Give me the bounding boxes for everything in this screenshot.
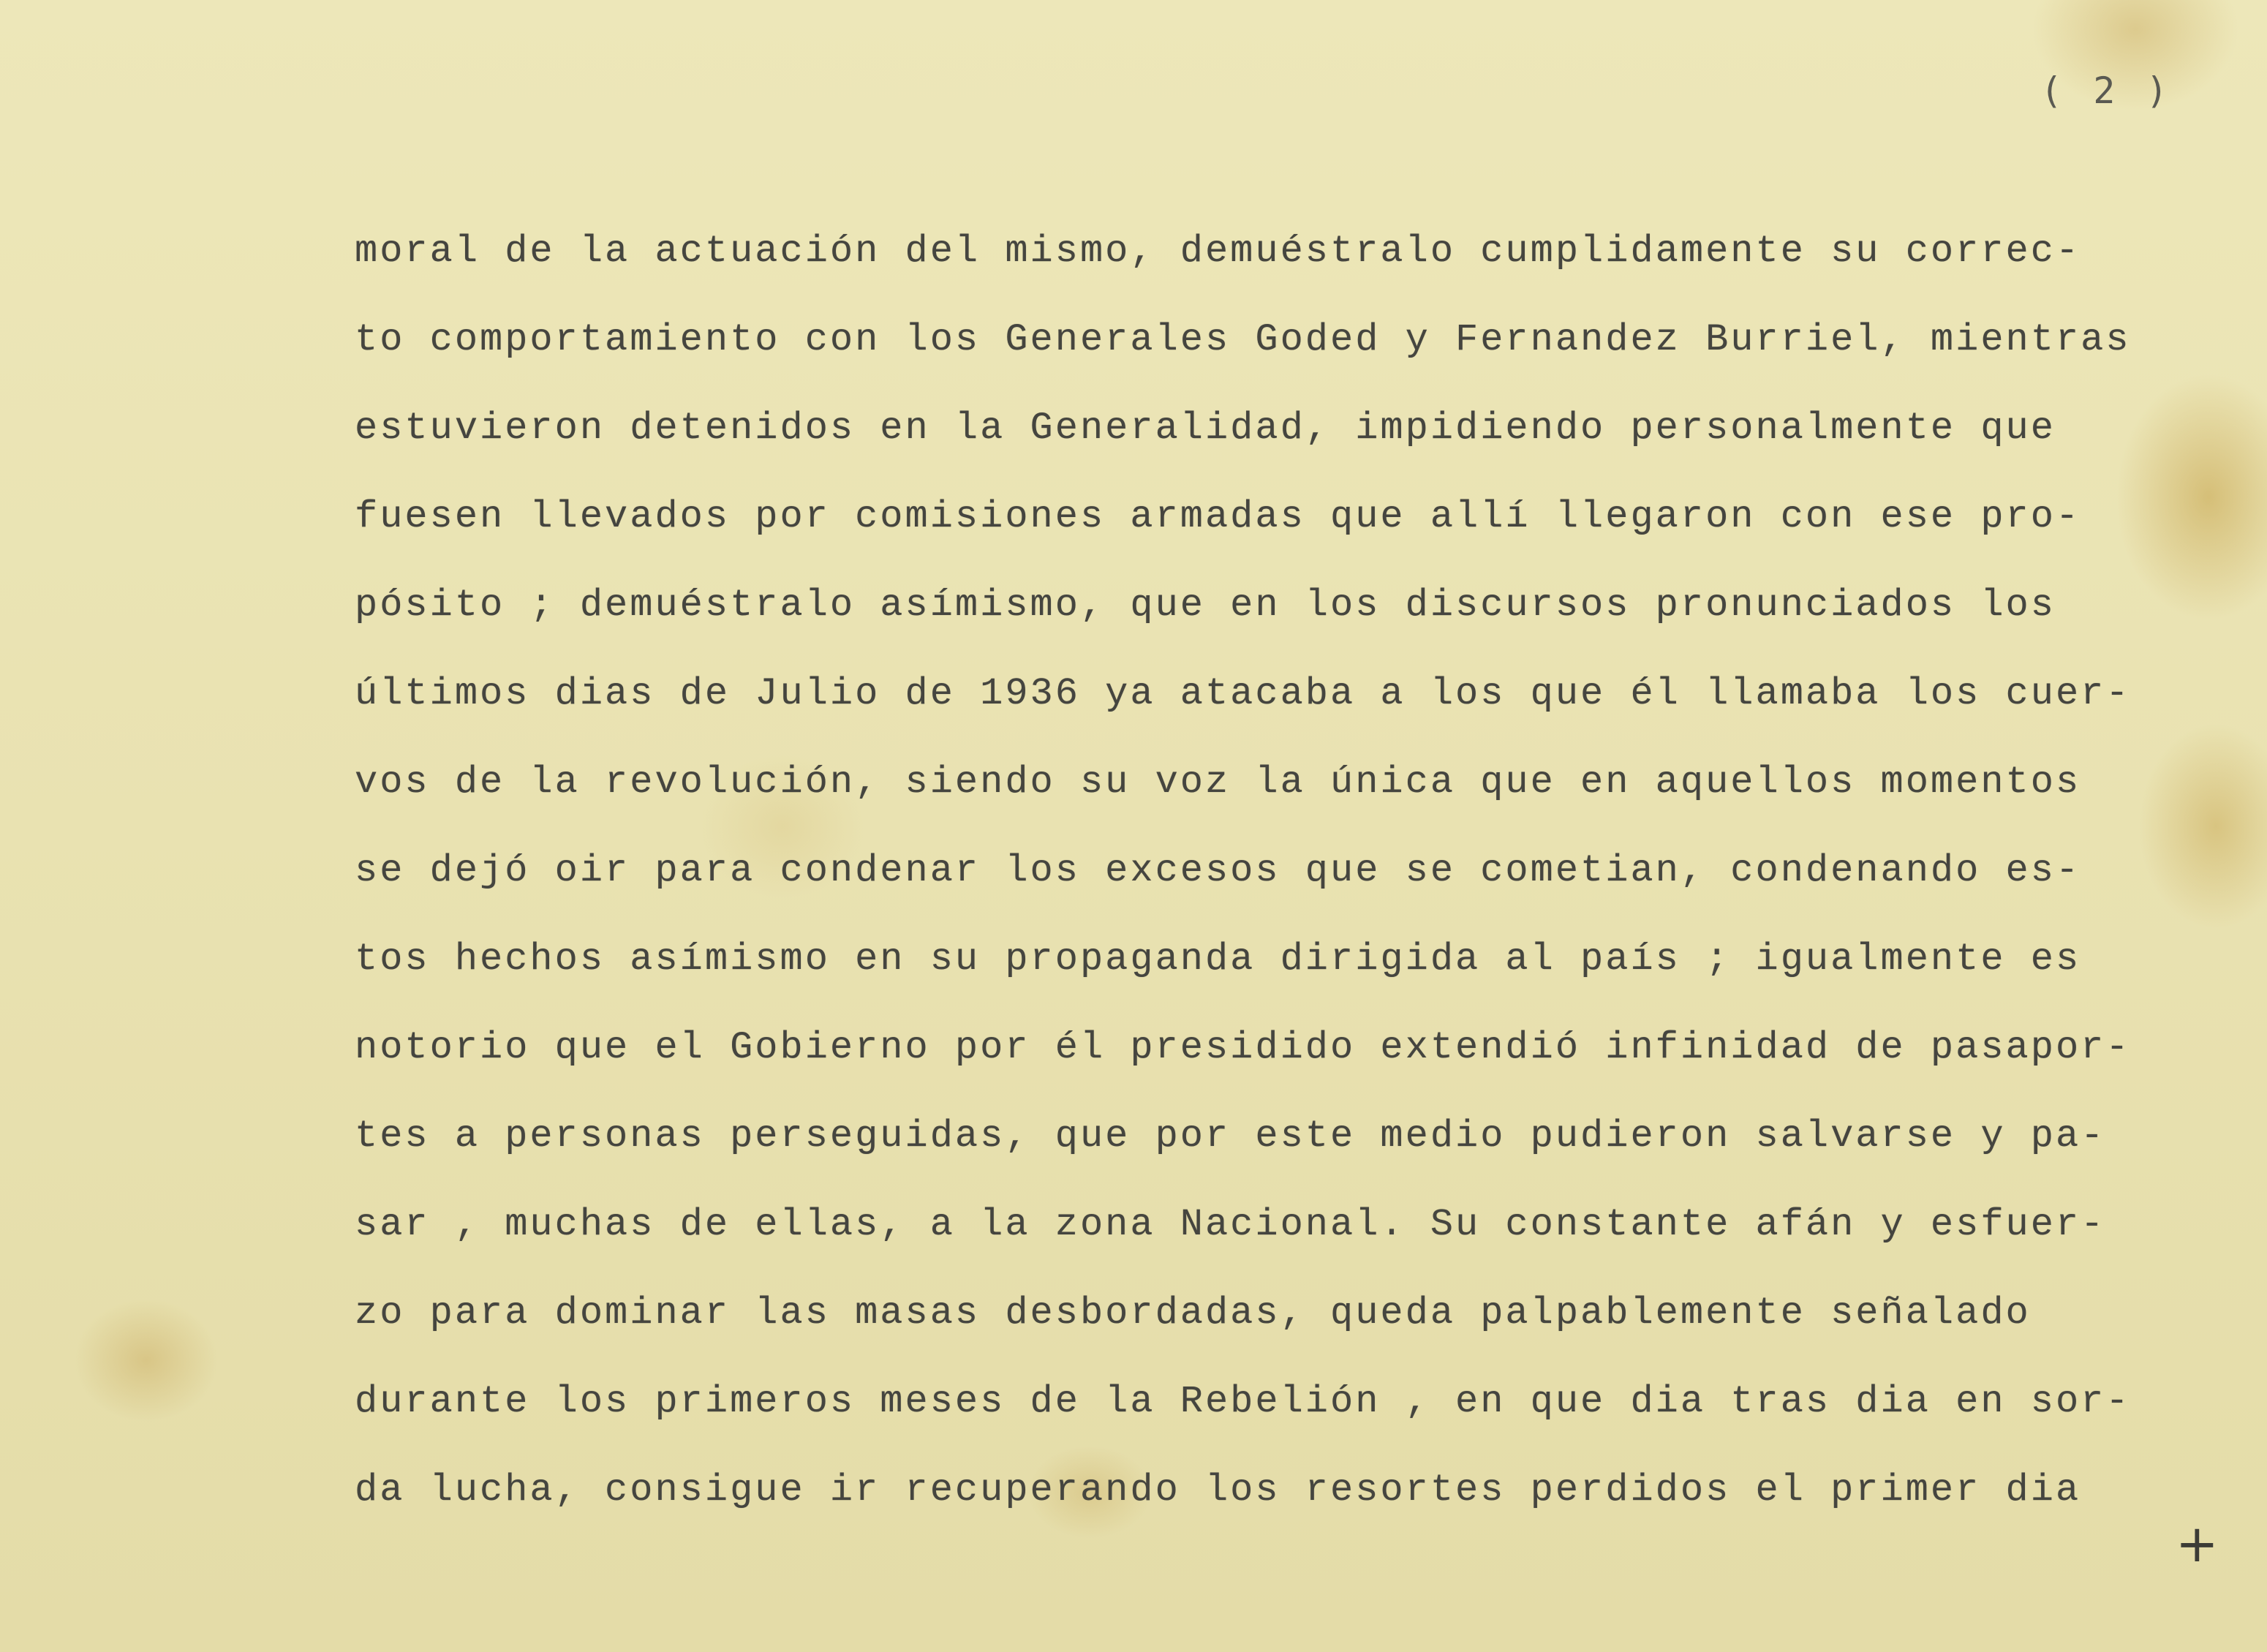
text-line: da lucha, consigue ir recuperando los resortes perdidos el primer dia: [355, 1468, 2081, 1512]
text-line: fuesen llevados por comisiones armadas que allí llegaron con ese pro-: [355, 495, 2081, 538]
text-line: pósito ; demuéstralo asímismo, que en los discursos pronunciados los: [355, 584, 2056, 627]
text-line: zo para dominar las masas desbordadas, queda palpablemente señalado: [355, 1291, 2031, 1335]
text-line: tes a personas perseguidas, que por este medio pudieron salvarse y pa-: [355, 1114, 2106, 1158]
text-line: sar , muchas de ellas, a la zona Nacional. Su constante afán y esfuer-: [355, 1203, 2106, 1246]
text-line: tos hechos asímismo en su propaganda dirigida al país ; igualmente es: [355, 938, 2081, 981]
text-line: to comportamiento con los Generales Goded y Fernandez Burriel, mientras: [355, 318, 2131, 361]
margin-plus-mark: +: [2176, 1514, 2219, 1574]
page-number: ( 2 ): [2040, 69, 2173, 112]
text-line: vos de la revolución, siendo su voz la única que en aquellos momentos: [355, 761, 2081, 804]
text-line: notorio que el Gobierno por él presidido extendió infinidad de pasapor-: [355, 1026, 2131, 1069]
text-line: moral de la actuación del mismo, demuéstralo cumplidamente su correc-: [355, 230, 2081, 273]
text-line: estuvieron detenidos en la Generalidad, impidiendo personalmente que: [355, 407, 2056, 450]
body-text: [355, 207, 2227, 1534]
text-line: durante los primeros meses de la Rebelión , en que dia tras dia en sor-: [355, 1380, 2131, 1423]
text-line: últimos dias de Julio de 1936 ya atacaba a los que él llamaba los cuer-: [355, 672, 2131, 715]
text-line: se dejó oir para condenar los excesos que se cometian, condenando es-: [355, 849, 2081, 892]
